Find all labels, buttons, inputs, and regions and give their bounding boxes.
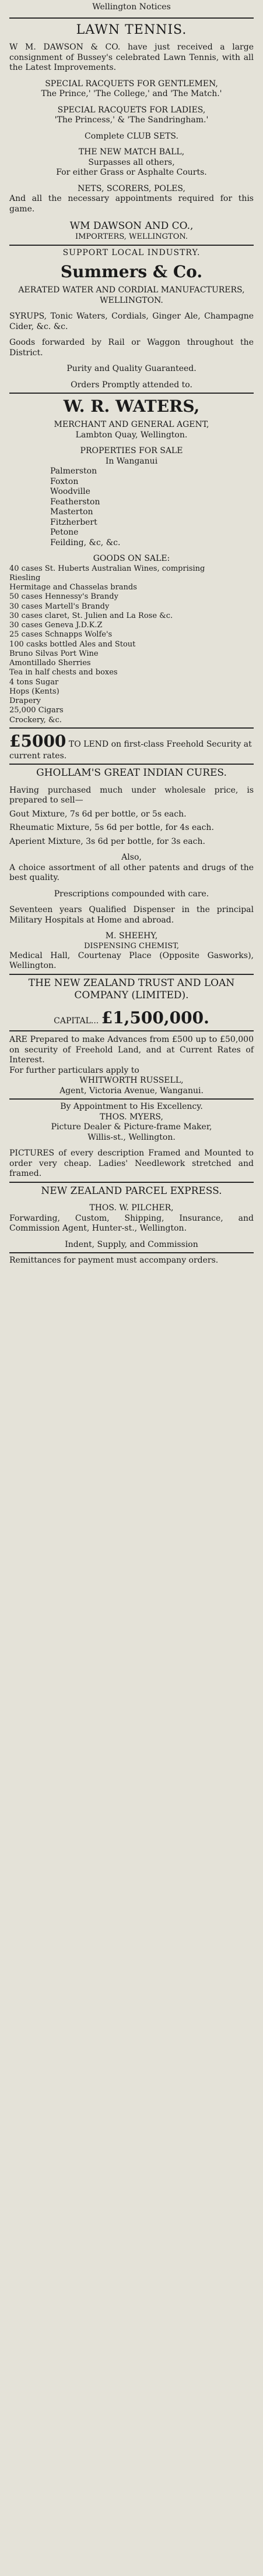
- ad-line: By Appointment to His Excellency.: [60, 1102, 203, 1112]
- ad-line: PROPERTIES FOR SALE: [80, 446, 183, 455]
- ad-lend: [9, 731, 254, 762]
- ad-line: In Wanganui: [105, 456, 158, 466]
- list-item: Amontillado Sherries: [9, 659, 91, 667]
- ad-title: W. R. WATERS,: [63, 397, 200, 416]
- list-item: Masterton: [50, 507, 93, 517]
- ad-line: GOODS ON SALE:: [93, 554, 170, 563]
- ad-line: SUPPORT LOCAL INDUSTRY.: [62, 248, 201, 257]
- ad-line: For either Grass or Asphalte Courts.: [56, 168, 207, 177]
- ad-line: ARE Prepared to make Advances from £500 up to £50,000 on security of Freehold Land, and at Current Rates of Interest.: [9, 1035, 254, 1065]
- list-item: Bruno Silvas Port Wine: [9, 649, 99, 658]
- ad-parcel-express: [9, 1185, 254, 1266]
- ad-line: For further particulars apply to: [9, 1065, 139, 1075]
- ad-line: Agent, Victoria Avenue, Wanganui.: [59, 1086, 204, 1096]
- ad-line: AERATED WATER AND CORDIAL MANUFACTURERS, WELLINGTON.: [18, 285, 245, 305]
- ad-line: PICTURES of every description Framed and Mounted to order very cheap. Ladies' Needlework stretched and framed.: [9, 1149, 254, 1179]
- list-item: Hermitage and Chasselas brands: [9, 583, 137, 592]
- list-item: Drapery: [9, 697, 41, 705]
- place-list: [50, 467, 254, 548]
- list-item: Riesling: [9, 573, 41, 582]
- divider: [9, 1252, 254, 1253]
- ad-line: Indent, Supply, and Commission: [65, 1239, 198, 1249]
- list-item: Fitzherbert: [50, 517, 97, 527]
- list-item: 40 cases St. Huberts Australian Wines, comprising: [9, 564, 205, 573]
- list-item: 30 cases Martell's Brandy: [9, 602, 110, 611]
- list-item: 50 cases Hennessy's Brandy: [9, 592, 118, 602]
- ad-line: And all the necessary appointments required for this game.: [9, 194, 254, 214]
- ad-line: THE NEW MATCH BALL,: [78, 147, 185, 157]
- divider: [9, 393, 254, 394]
- list-item: 4 tons Sugar: [9, 677, 59, 687]
- divider: [9, 764, 254, 765]
- list-item: 30 cases claret, St. Julien and La Rose &c.: [9, 611, 173, 620]
- newspaper-column: [0, 0, 263, 1266]
- ad-waters: [9, 396, 254, 725]
- ad-line: DISPENSING CHEMIST,: [83, 941, 180, 950]
- ad-line: Medical Hall, Courtenay Place (Opposite Gasworks), Wellington.: [9, 950, 254, 971]
- list-item: Crockery, &c.: [9, 715, 62, 725]
- ad-line: MERCHANT AND GENERAL AGENT,: [54, 420, 209, 429]
- ad-line: Willis-st., Wellington.: [87, 1132, 176, 1142]
- ad-line: Prescriptions compounded with care.: [54, 889, 209, 899]
- list-item: 30 cases Geneva J.D.K.Z: [9, 621, 103, 630]
- list-item: Hops (Kents): [9, 687, 59, 696]
- page-header: Wellington Notices: [92, 2, 171, 12]
- ad-line: Orders Promptly attended to.: [71, 380, 192, 390]
- capital-amount: £1,500,000.: [101, 1008, 209, 1028]
- ad-myers: [9, 1102, 254, 1179]
- divider: [9, 17, 254, 19]
- ad-firm-sub: IMPORTERS, WELLINGTON.: [75, 232, 188, 242]
- ad-title: THE NEW ZEALAND TRUST AND LOAN COMPANY (LIMITED).: [28, 977, 235, 1001]
- ad-line: Forwarding, Custom, Shipping, Insurance, and Commission Agent, Hunter-st., Wellington.: [9, 1213, 254, 1233]
- capital-label: CAPITAL...: [54, 1016, 99, 1026]
- ad-firm: THOS. MYERS,: [100, 1112, 163, 1122]
- divider: [9, 1030, 254, 1031]
- ad-summers: [9, 248, 254, 391]
- list-item: Petone: [50, 528, 79, 537]
- list-item: Tea in half chests and boxes: [9, 668, 118, 677]
- ad-line: A choice assortment of all other patents and drugs of the best quality.: [9, 863, 254, 882]
- divider: [9, 245, 254, 246]
- ad-line: Purity and Quality Guaranteed.: [66, 364, 197, 373]
- ad-lawn-tennis: [9, 22, 254, 242]
- list-item: 25,000 Cigars: [9, 706, 64, 715]
- ad-title: GHOLLAM'S GREAT INDIAN CURES.: [36, 767, 227, 779]
- ad-line: Picture Dealer & Picture-frame Maker,: [51, 1122, 212, 1132]
- ad-intro: W M. DAWSON & CO. have just received a large consignment of Bussey's celebrated Lawn Tennis, with all the Latest Improvements.: [9, 43, 254, 72]
- ad-firm: THOS. W. PILCHER,: [89, 1203, 174, 1213]
- ad-firm: WM DAWSON AND CO.,: [69, 220, 194, 232]
- ad-title: Summers & Co.: [60, 262, 203, 281]
- list-item: Foxton: [50, 476, 79, 486]
- divider: [9, 1182, 254, 1183]
- lend-text: TO LEND on first-class Freehold Security at current rates.: [9, 739, 252, 761]
- lend-amount: £5000: [9, 731, 66, 751]
- ad-trust-loan: [9, 977, 254, 1097]
- list-item: Rheumatic Mixture, 5s 6d per bottle, for 4s each.: [9, 823, 214, 832]
- ad-line: SPECIAL RACQUETS FOR GENTLEMEN,: [45, 79, 218, 89]
- ad-title: LAWN TENNIS.: [76, 22, 187, 37]
- list-item: Feilding, &c, &c.: [50, 538, 121, 547]
- list-item: Gout Mixture, 7s 6d per bottle, or 5s each.: [9, 809, 187, 819]
- list-item: Featherston: [50, 497, 100, 507]
- list-item: 25 cases Schnapps Wolfe's: [9, 630, 113, 639]
- divider: [9, 1098, 254, 1100]
- list-item: Aperient Mixture, 3s 6d per bottle, for 3s each.: [9, 836, 205, 846]
- ad-line: The Prince,' 'The College,' and 'The Match.': [41, 89, 222, 98]
- divider: [9, 974, 254, 975]
- list-item: 100 casks bottled Ales and Stout: [9, 639, 136, 649]
- ad-firm: WHITWORTH RUSSELL,: [79, 1076, 184, 1086]
- goods-list: [9, 564, 254, 725]
- ad-line: Surpasses all others,: [88, 157, 175, 167]
- ad-line: Seventeen years Qualified Dispenser in the principal Military Hospitals at Home and abroad.: [9, 905, 254, 925]
- ad-line: SYRUPS, Tonic Waters, Cordials, Ginger Ale, Champagne Cider, &c. &c.: [9, 312, 254, 331]
- ad-title: NEW ZEALAND PARCEL EXPRESS.: [41, 1185, 222, 1197]
- list-item: Palmerston: [50, 467, 97, 476]
- ad-line: 'The Princess,' & 'The Sandringham.': [54, 115, 209, 125]
- ad-line: Having purchased much under wholesale price, is prepared to sell—: [9, 785, 254, 805]
- ad-line: Complete CLUB SETS.: [85, 131, 178, 141]
- divider: [9, 727, 254, 729]
- ad-line: Lambton Quay, Wellington.: [75, 430, 188, 440]
- ad-firm: M. SHEEHY,: [105, 931, 158, 941]
- ad-line: Also,: [121, 853, 142, 862]
- ad-indian-cures: [9, 767, 254, 971]
- ad-line: SPECIAL RACQUETS FOR LADIES,: [57, 105, 206, 115]
- ad-line: Goods forwarded by Rail or Waggon throughout the District.: [9, 338, 254, 358]
- ad-line: NETS, SCORERS, POLES,: [78, 183, 185, 193]
- capital-line: [9, 1008, 254, 1028]
- ad-line: Remittances for payment must accompany orders.: [9, 1256, 219, 1265]
- list-item: Woodville: [50, 487, 90, 496]
